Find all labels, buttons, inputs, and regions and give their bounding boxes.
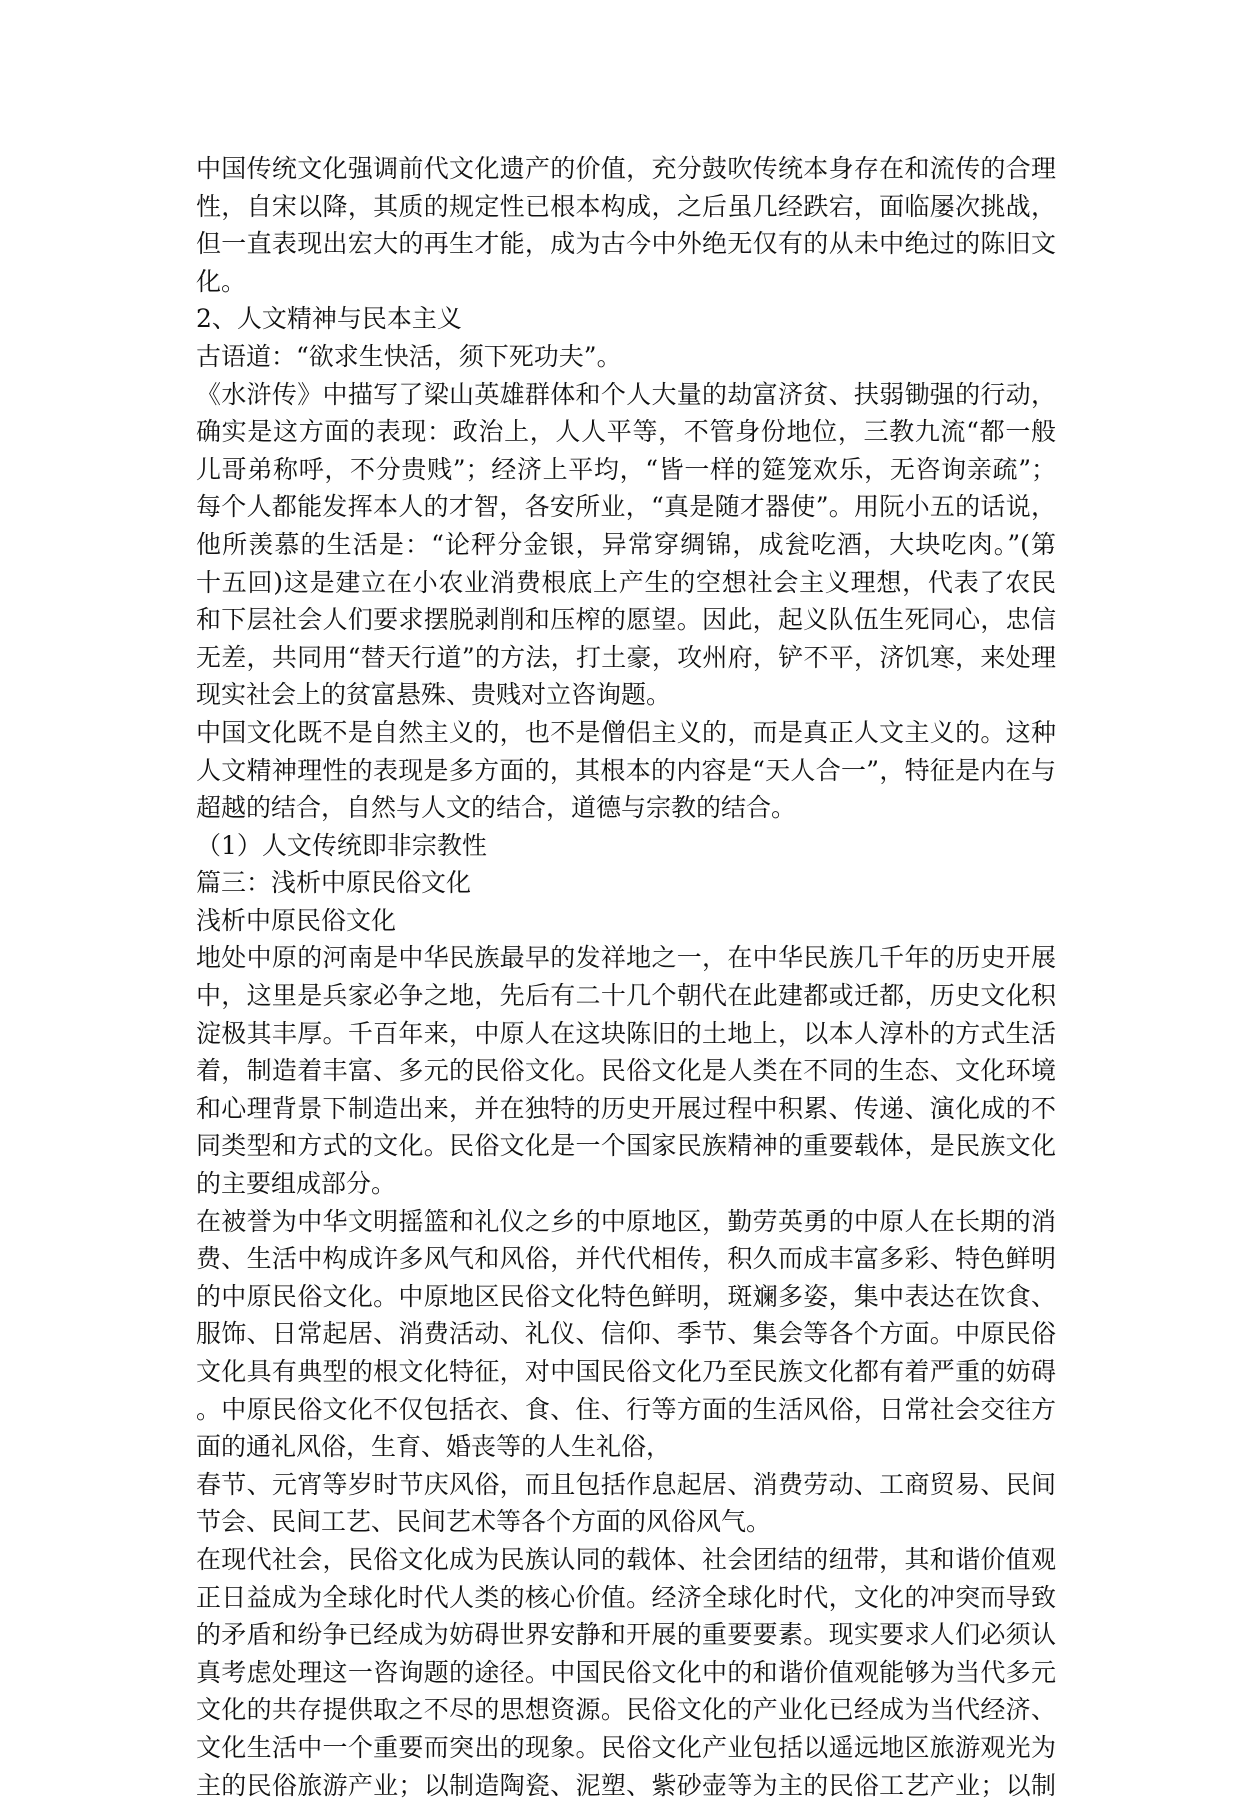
text-line: 但一直表现出宏大的再生才能，成为古今中外绝无仅有的从未中绝过的陈旧文 <box>196 229 1056 259</box>
article-title: 浅析中原民俗文化 <box>196 905 397 935</box>
text-line: 的中原民俗文化。中原地区民俗文化特色鲜明，斑斓多姿，集中表达在饮食、 <box>196 1281 1056 1311</box>
text-line: 着，制造着丰富、多元的民俗文化。民俗文化是人类在不同的生态、文化环境 <box>196 1056 1056 1086</box>
text-line: 化。 <box>196 266 247 296</box>
section-heading: 2、人文精神与民本主义 <box>196 304 462 334</box>
text-line: 超越的结合，自然与人文的结合，道德与宗教的结合。 <box>196 793 797 823</box>
subsection-heading: （1）人文传统即非宗教性 <box>196 830 487 860</box>
text-line: 文化生活中一个重要而突出的现象。民俗文化产业包括以遥远地区旅游观光为 <box>196 1732 1056 1762</box>
text-line: 和心理背景下制造出来，并在独特的历史开展过程中积累、传递、演化成的不 <box>196 1093 1056 1123</box>
text-line: 和下层社会人们要求摆脱剥削和压榨的愿望。因此，起义队伍生死同心，忠信 <box>196 605 1056 635</box>
text-line: 人文精神理性的表现是多方面的，其根本的内容是“天人合一”，特征是内在与 <box>196 755 1056 785</box>
text-line: 十五回)这是建立在小农业消费根底上产生的空想社会主义理想，代表了农民 <box>196 567 1056 597</box>
text-line: 地处中原的河南是中华民族最早的发祥地之一，在中华民族几千年的历史开展 <box>196 943 1056 973</box>
text-line: 正日益成为全球化时代人类的核心价值。经济全球化时代，文化的冲突而导致 <box>196 1582 1056 1612</box>
text-line: 。中原民俗文化不仅包括衣、食、住、行等方面的生活风俗，日常社会交往方 <box>196 1394 1056 1424</box>
text-line: 在被誉为中华文明摇篮和礼仪之乡的中原地区，勤劳英勇的中原人在长期的消 <box>196 1206 1056 1236</box>
text-line: 中，这里是兵家必争之地，先后有二十几个朝代在此建都或迁都，历史文化积 <box>196 981 1056 1011</box>
text-line: 中国文化既不是自然主义的，也不是僧侣主义的，而是真正人文主义的。这种 <box>196 717 1056 747</box>
text-line: 文化具有典型的根文化特征，对中国民俗文化乃至民族文化都有着严重的妨碍 <box>196 1357 1056 1386</box>
text-line: 在现代社会，民俗文化成为民族认同的载体、社会团结的纽带，其和谐价值观 <box>196 1544 1056 1574</box>
text-line: 无差，共同用“替天行道”的方法，打土豪，攻州府，铲不平，济饥寒，来处理 <box>196 642 1056 672</box>
text-line: 现实社会上的贫富悬殊、贵贱对立咨询题。 <box>196 680 672 710</box>
document-body <box>196 150 1056 1804</box>
text-line: 节会、民间工艺、民间艺术等各个方面的风俗风气。 <box>196 1507 772 1537</box>
text-line: 古语道：“欲求生快活，须下死功夫”。 <box>196 341 622 371</box>
text-line: 中国传统文化强调前代文化遗产的价值，充分鼓吹传统本身存在和流传的合理 <box>196 154 1056 183</box>
text-line: 服饰、日常起居、消费活动、礼仪、信仰、季节、集会等各个方面。中原民俗 <box>196 1319 1056 1349</box>
text-line: 《水浒传》中描写了梁山英雄群体和个人大量的劫富济贫、扶弱锄强的行动， <box>196 379 1056 409</box>
text-line: 的主要组成部分。 <box>196 1169 397 1199</box>
text-line: 性，自宋以降，其质的规定性已根本构成，之后虽几经跌宕，面临屡次挑战， <box>196 191 1056 221</box>
text-line: 主的民俗旅游产业；以制造陶瓷、泥塑、紫砂壶等为主的民俗工艺产业；以制 <box>196 1770 1056 1800</box>
text-line: 春节、元宵等岁时节庆风俗，而且包括作息起居、消费劳动、工商贸易、民间 <box>196 1469 1056 1499</box>
text-line: 儿哥弟称呼，不分贵贱”；经济上平均，“皆一样的筵笼欢乐，无咨询亲疏”； <box>196 454 1056 484</box>
text-line: 费、生活中构成许多风气和风俗，并代代相传，积久而成丰富多彩、特色鲜明 <box>196 1244 1056 1274</box>
text-line: 面的通礼风俗，生育、婚丧等的人生礼俗， <box>196 1432 672 1462</box>
text-line: 同类型和方式的文化。民俗文化是一个国家民族精神的重要载体，是民族文化 <box>196 1131 1056 1161</box>
text-line: 每个人都能发挥本人的才智，各安所业，“真是随才器使”。用阮小五的话说， <box>196 492 1056 522</box>
text-line: 他所羡慕的生活是：“论秤分金银，异常穿绸锦，成瓮吃酒，大块吃肉。”(第 <box>196 529 1056 559</box>
text-line: 文化的共存提供取之不尽的思想资源。民俗文化的产业化已经成为当代经济、 <box>196 1695 1056 1725</box>
text-line: 确实是这方面的表现：政治上，人人平等，不管身份地位，三教九流“都一般 <box>196 417 1056 447</box>
text-line: 真考虑处理这一咨询题的途径。中国民俗文化中的和谐价值观能够为当代多元 <box>196 1657 1056 1687</box>
chapter-heading: 篇三：浅析中原民俗文化 <box>196 868 472 898</box>
text-line: 的矛盾和纷争已经成为妨碍世界安静和开展的重要要素。现实要求人们必须认 <box>196 1620 1056 1650</box>
text-line: 淀极其丰厚。千百年来，中原人在这块陈旧的土地上，以本人淳朴的方式生活 <box>196 1018 1056 1048</box>
